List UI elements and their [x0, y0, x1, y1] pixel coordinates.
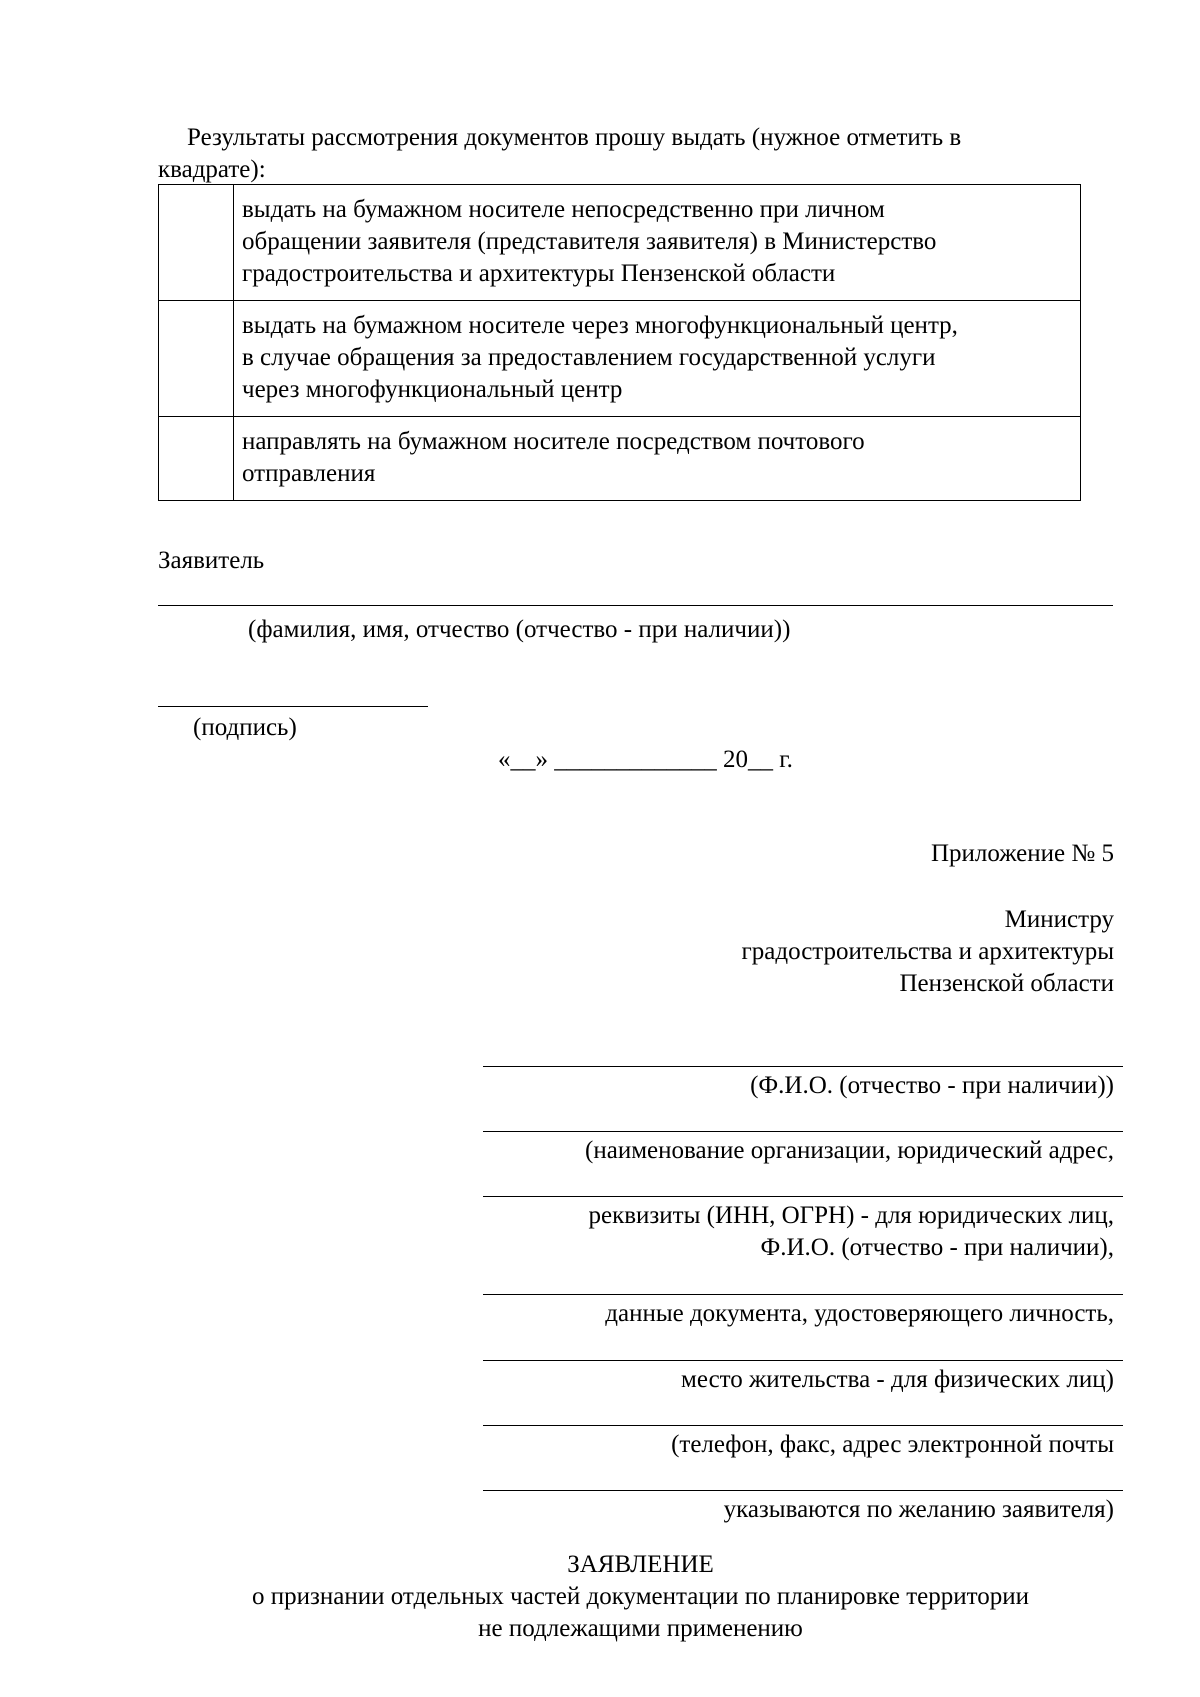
field-caption-requisites: [474, 1200, 1114, 1264]
field-caption-requisites-line: Ф.И.О. (отчество - при наличии),: [760, 1234, 1114, 1261]
option-text-3: [234, 417, 1081, 501]
field-caption-fio: (Ф.И.О. (отчество - при наличии)): [750, 1072, 1114, 1099]
applicant-name-line[interactable]: [158, 605, 1113, 606]
option-row: [159, 417, 1081, 501]
field-line-contacts[interactable]: [483, 1425, 1123, 1426]
field-line-organization[interactable]: [483, 1131, 1123, 1132]
intro-line-2: квадрате):: [158, 156, 266, 183]
option-checkbox-3[interactable]: [159, 417, 234, 501]
option-1-line: градостроительства и архитектуры Пензенской области: [242, 260, 836, 287]
field-caption-optional: указываются по желанию заявителя): [723, 1496, 1114, 1523]
field-caption-residence: место жительства - для физических лиц): [681, 1366, 1114, 1393]
option-row: [159, 301, 1081, 417]
option-2-line: выдать на бумажном носителе через многофункциональный центр,: [242, 312, 958, 339]
option-3-line: направлять на бумажном носителе посредством почтового: [242, 428, 865, 455]
intro-text: [158, 122, 1088, 186]
signature-caption: (подпись): [193, 714, 297, 741]
appendix-title: Приложение № 5: [930, 840, 1114, 867]
addressee-line: Пензенской области: [899, 970, 1114, 997]
field-line-fio[interactable]: [483, 1066, 1123, 1067]
addressee-line: градостроительства и архитектуры: [741, 938, 1114, 965]
statement-subtitle-line-2: не подлежащими применению: [478, 1615, 803, 1642]
option-row: [159, 185, 1081, 301]
option-checkbox-2[interactable]: [159, 301, 234, 417]
applicant-name-caption: (фамилия, имя, отчество (отчество - при наличии)): [248, 616, 791, 643]
option-1-line: выдать на бумажном носителе непосредственно при личном: [242, 196, 885, 223]
field-caption-contacts: (телефон, факс, адрес электронной почты: [671, 1431, 1114, 1458]
field-line-requisites[interactable]: [483, 1196, 1123, 1197]
addressee-block: [414, 904, 1114, 1000]
option-text-2: [234, 301, 1081, 417]
intro-line-1: Результаты рассмотрения документов прошу выдать (нужное отметить в: [187, 124, 962, 151]
delivery-options-table: [158, 184, 1081, 501]
field-caption-requisites-line: реквизиты (ИНН, ОГРН) - для юридических лиц,: [588, 1202, 1114, 1229]
signature-line[interactable]: [158, 706, 428, 707]
option-1-line: обращении заявителя (представителя заявителя) в Министерство: [242, 228, 937, 255]
statement-subtitle-line-1: о признании отдельных частей документации по планировке территории: [251, 1583, 1029, 1610]
option-2-line: в случае обращения за предоставлением государственной услуги: [242, 344, 936, 371]
field-line-residence[interactable]: [483, 1360, 1123, 1361]
addressee-line: Министру: [1004, 906, 1114, 933]
field-line-identity[interactable]: [483, 1294, 1123, 1295]
field-caption-organization: (наименование организации, юридический адрес,: [585, 1137, 1114, 1164]
applicant-label: Заявитель: [158, 547, 265, 574]
option-3-line: отправления: [242, 460, 376, 487]
field-line-optional[interactable]: [483, 1490, 1123, 1491]
date-line[interactable]: «__» _____________ 20__ г.: [498, 746, 793, 773]
statement-heading: [158, 1549, 1123, 1645]
option-2-line: через многофункциональный центр: [242, 376, 623, 403]
option-text-1: [234, 185, 1081, 301]
field-caption-identity: данные документа, удостоверяющего личность,: [605, 1300, 1114, 1327]
statement-title: ЗАЯВЛЕНИЕ: [567, 1551, 714, 1578]
option-checkbox-1[interactable]: [159, 185, 234, 301]
